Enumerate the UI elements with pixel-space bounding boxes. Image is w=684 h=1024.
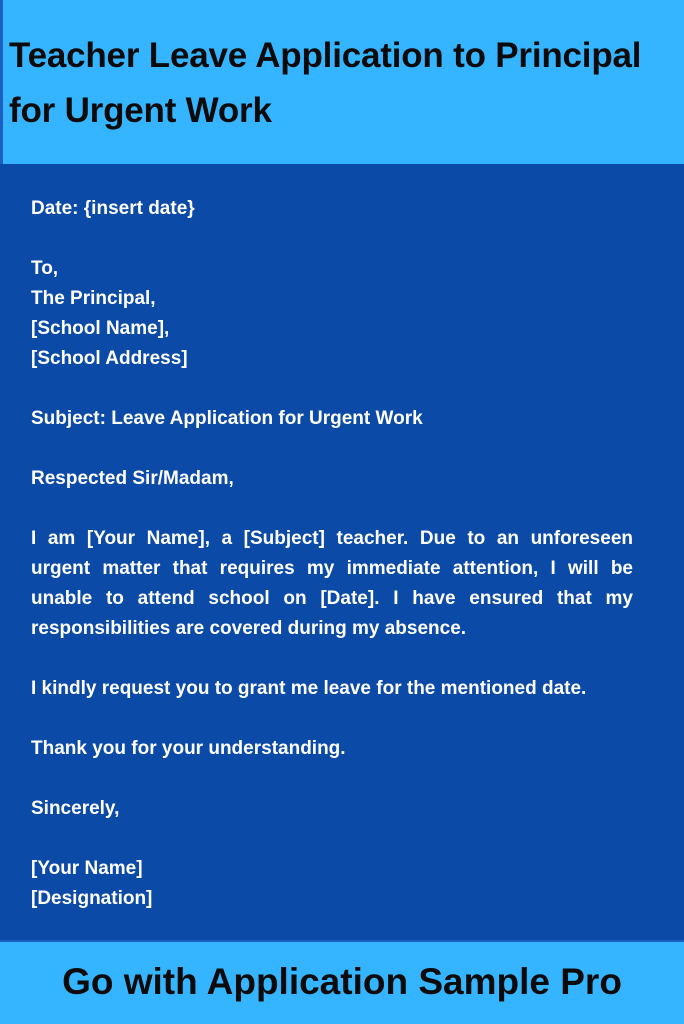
- footer-text: Go with Application Sample Pro: [62, 961, 622, 1002]
- letter-school-name: [School Name],: [31, 318, 170, 339]
- spacer: [31, 704, 633, 734]
- footer-banner: [0, 940, 684, 1024]
- page-title: Teacher Leave Application to Principal for Urgent Work: [9, 36, 642, 130]
- spacer: [31, 374, 633, 404]
- letter-paragraph-2: I kindly request you to grant me leave for the mentioned date.: [31, 678, 587, 699]
- letter-date: Date: {insert date}: [31, 198, 195, 219]
- letter-signature-name: [Your Name]: [31, 858, 143, 879]
- letter-content: [31, 194, 633, 914]
- spacer: [31, 764, 633, 794]
- spacer: [31, 644, 633, 674]
- letter-school-address: [School Address]: [31, 348, 188, 369]
- letter-closing: Sincerely,: [31, 798, 120, 819]
- letter-recipient: The Principal,: [31, 288, 156, 309]
- letter-paragraph-3: Thank you for your understanding.: [31, 738, 346, 759]
- letter-body: [0, 164, 684, 940]
- header-banner: [0, 0, 684, 164]
- letter-signature-designation: [Designation]: [31, 888, 153, 909]
- letter-salutation: Respected Sir/Madam,: [31, 468, 234, 489]
- spacer: [31, 224, 633, 254]
- spacer: [31, 494, 633, 524]
- letter-subject: Subject: Leave Application for Urgent Work: [31, 408, 423, 429]
- letter-to: To,: [31, 258, 59, 279]
- spacer: [31, 824, 633, 854]
- spacer: [31, 434, 633, 464]
- letter-paragraph-1: I am [Your Name], a [Subject] teacher. Due to an unforeseen urgent matter that requires my immediate attention, I will be unable to attend school on [Date]. I have ensured that my responsibilities are covered during my absence.: [31, 528, 633, 639]
